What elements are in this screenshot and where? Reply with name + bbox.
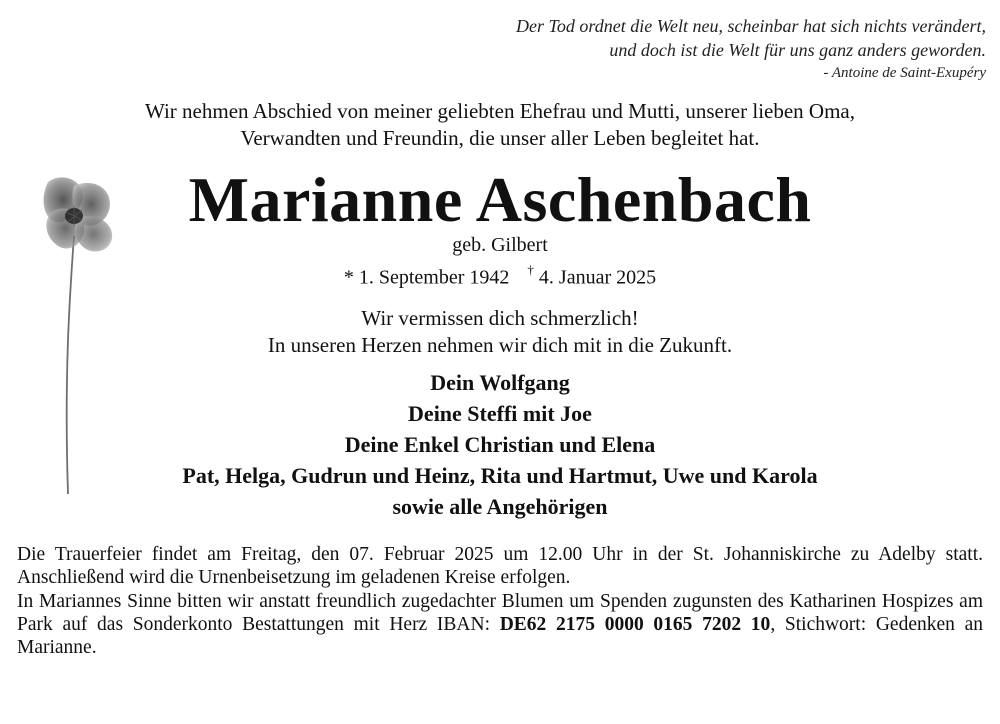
deceased-name: Marianne Aschenbach — [188, 164, 812, 235]
intro-line-2: Verwandten und Freundin, die unser aller Leben begleitet hat. — [240, 126, 760, 150]
death-symbol: † — [527, 262, 534, 277]
quote-author: - Antoine de Saint-Exupéry — [823, 65, 986, 81]
quote-block — [346, 14, 986, 84]
maiden-name: geb. Gilbert — [452, 234, 548, 256]
quote-line-1: Der Tod ordnet die Welt neu, scheinbar hat sich nichts verändert, — [516, 16, 986, 36]
death-date: 4. Januar 2025 — [538, 266, 657, 289]
iban-number: DE62 2175 0000 0165 7202 10 — [499, 613, 771, 635]
message-line-2: In unseren Herzen nehmen wir dich mit in die Zukunft. — [267, 333, 733, 357]
life-dates — [250, 258, 750, 292]
remembrance-message — [150, 305, 850, 359]
details-block — [17, 543, 983, 659]
intro-text — [20, 98, 980, 152]
quote-line-2: und doch ist die Welt für uns ganz anders geworden. — [609, 40, 986, 60]
intro-line-1: Wir nehmen Abschied von meiner geliebten Ehefrau und Mutti, unserer lieben Oma, — [144, 99, 856, 123]
mourner-line: Deine Enkel Christian und Elena — [344, 432, 656, 457]
funeral-info: Die Trauerfeier findet am Freitag, den 07. Februar 2025 um 12.00 Uhr in der St. Johanniskirche zu Adelby statt. Anschließend wird die Urnenbeisetzung im geladenen Kreise erfolgen. — [17, 544, 983, 589]
mourner-line: sowie alle Angehörigen — [392, 494, 608, 519]
donation-text: In Mariannes Sinne bitten wir anstatt freundlich zugedachter Blumen um Spenden zugunsten des Katharinen Hospizes am Park auf das Sonderkonto Bestattungen mit Herz IBAN: — [17, 590, 983, 635]
birth-symbol: * — [343, 266, 354, 289]
birth-date: 1. September 1942 — [358, 266, 510, 289]
donation-suffix: , Stichwort: Gedenken an Marianne. — [17, 613, 983, 659]
mourner-line: Deine Steffi mit Joe — [408, 401, 592, 426]
mourner-line: Dein Wolfgang — [430, 370, 570, 395]
mourner-line: Pat, Helga, Gudrun und Heinz, Rita und Hartmut, Uwe und Karola — [182, 463, 818, 488]
donation-info — [17, 590, 983, 660]
message-line-1: Wir vermissen dich schmerzlich! — [361, 306, 639, 330]
mourners-list — [50, 367, 950, 522]
